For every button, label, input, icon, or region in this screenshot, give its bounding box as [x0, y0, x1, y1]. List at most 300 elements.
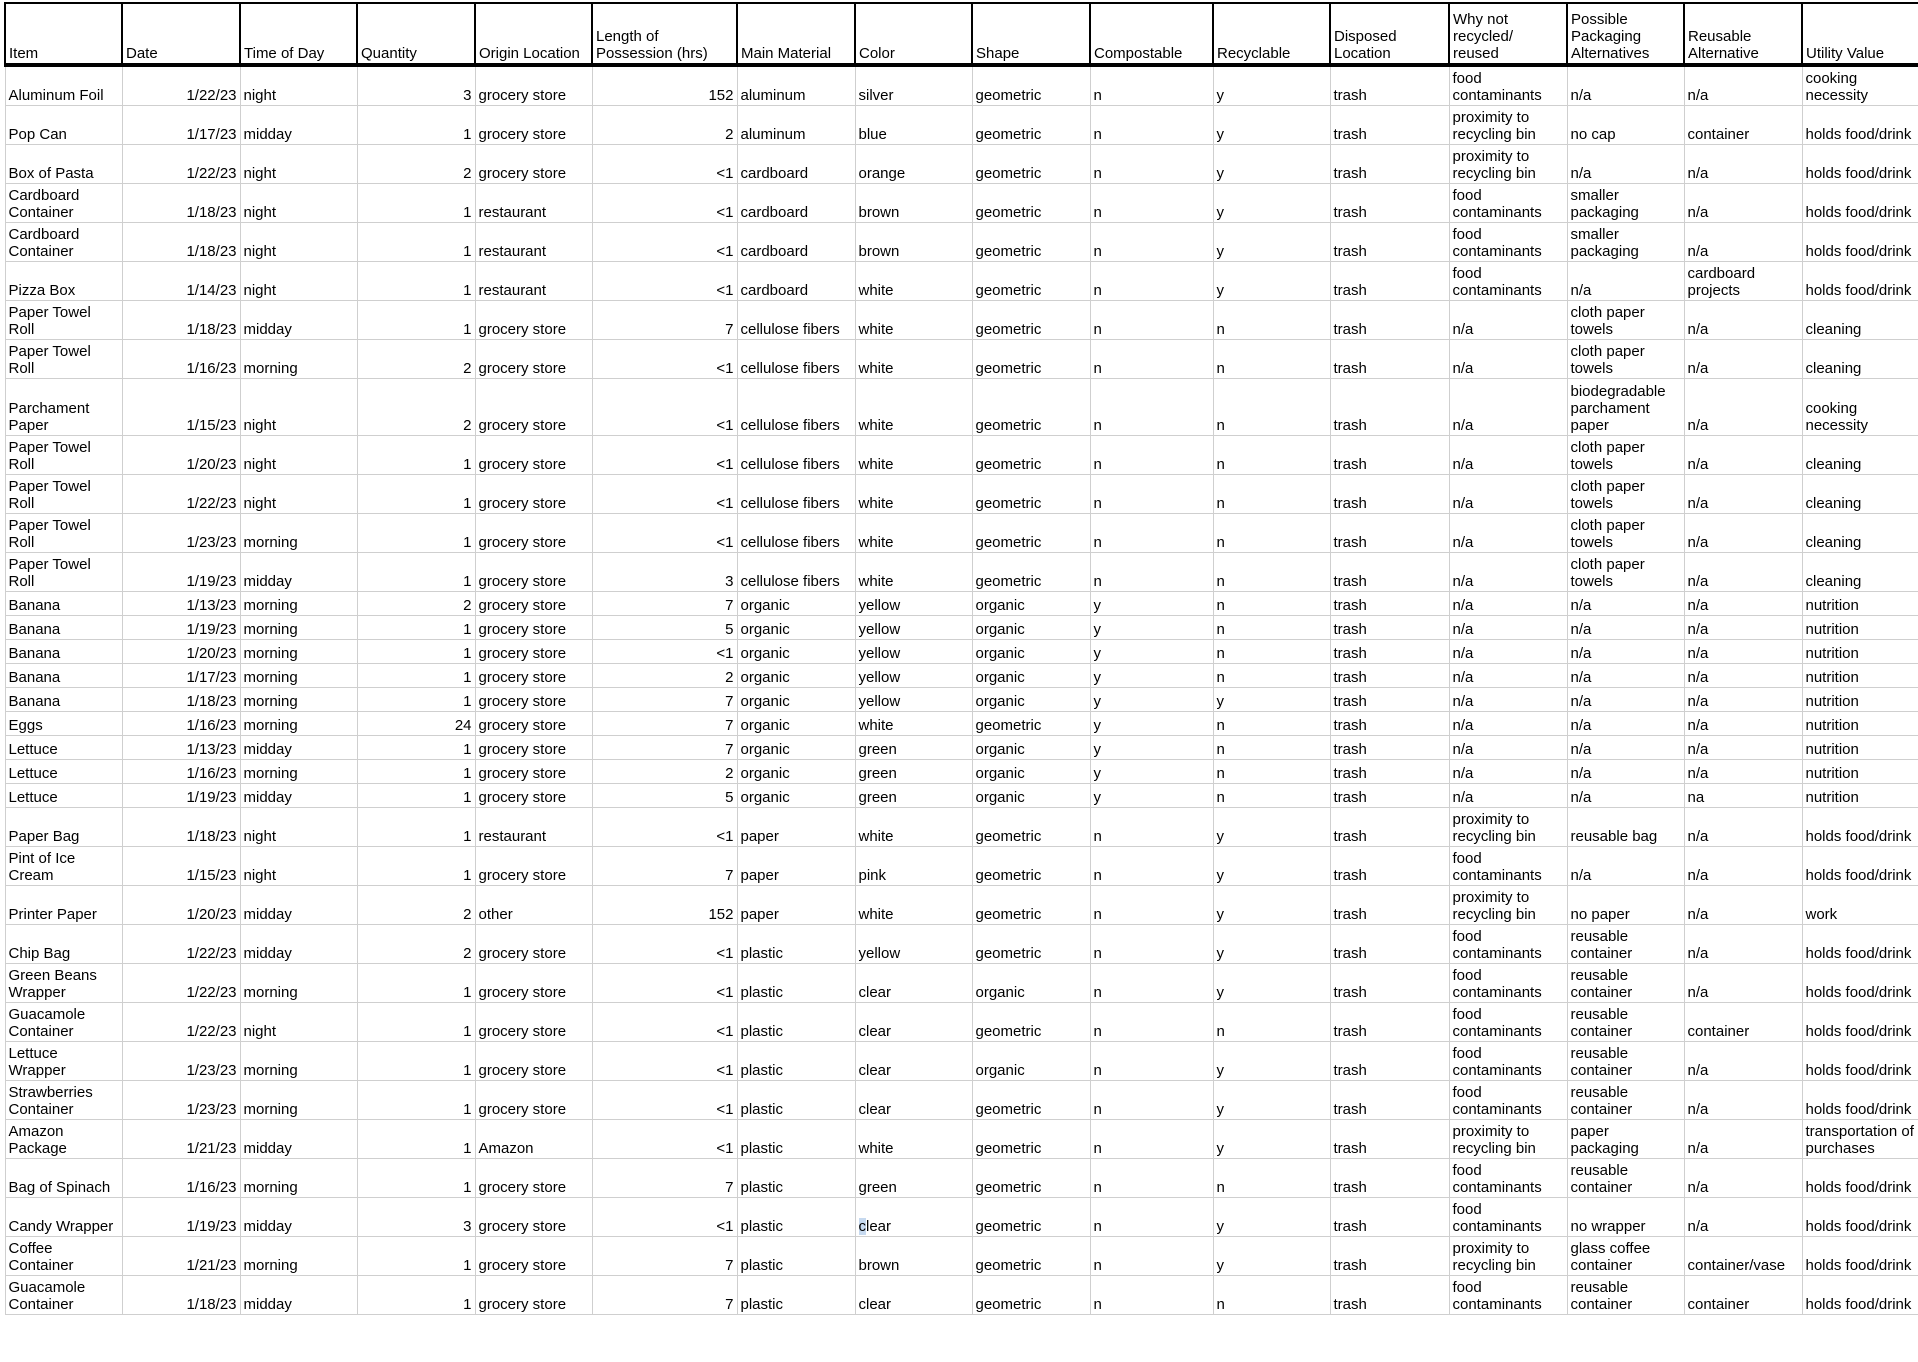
cell-utility-value[interactable]: nutrition [1802, 784, 1918, 808]
cell-shape[interactable]: organic [972, 1042, 1090, 1081]
header-item[interactable]: Item [5, 3, 122, 65]
cell-why-not-recycled[interactable]: food contaminants [1449, 964, 1567, 1003]
cell-color[interactable]: white [855, 712, 972, 736]
cell-main-material[interactable]: plastic [737, 1276, 855, 1315]
cell-compostable[interactable]: n [1090, 514, 1213, 553]
cell-disposed-location[interactable]: trash [1330, 301, 1449, 340]
cell-length-of-possession[interactable]: <1 [592, 1081, 737, 1120]
cell-shape[interactable]: geometric [972, 106, 1090, 145]
cell-why-not-recycled[interactable]: n/a [1449, 592, 1567, 616]
cell-shape[interactable]: geometric [972, 1198, 1090, 1237]
cell-utility-value[interactable]: holds food/drink [1802, 1198, 1918, 1237]
cell-disposed-location[interactable]: trash [1330, 784, 1449, 808]
cell-quantity[interactable]: 3 [357, 1198, 475, 1237]
cell-time-of-day[interactable]: night [240, 847, 357, 886]
cell-time-of-day[interactable]: night [240, 436, 357, 475]
cell-quantity[interactable]: 1 [357, 1159, 475, 1198]
cell-item[interactable]: Printer Paper [5, 886, 122, 925]
cell-length-of-possession[interactable]: <1 [592, 379, 737, 436]
cell-packaging-alternatives[interactable]: n/a [1567, 616, 1684, 640]
cell-time-of-day[interactable]: midday [240, 886, 357, 925]
cell-item[interactable]: Coffee Container [5, 1237, 122, 1276]
cell-compostable[interactable]: n [1090, 262, 1213, 301]
cell-quantity[interactable]: 1 [357, 847, 475, 886]
cell-shape[interactable]: organic [972, 736, 1090, 760]
cell-origin-location[interactable]: grocery store [475, 145, 592, 184]
cell-reusable-alternative[interactable]: n/a [1684, 736, 1802, 760]
cell-recyclable[interactable]: n [1213, 301, 1330, 340]
cell-recyclable[interactable]: n [1213, 475, 1330, 514]
cell-time-of-day[interactable]: night [240, 808, 357, 847]
cell-why-not-recycled[interactable]: n/a [1449, 340, 1567, 379]
cell-why-not-recycled[interactable]: n/a [1449, 514, 1567, 553]
cell-quantity[interactable]: 2 [357, 379, 475, 436]
cell-main-material[interactable]: plastic [737, 964, 855, 1003]
cell-origin-location[interactable]: grocery store [475, 1198, 592, 1237]
cell-time-of-day[interactable]: midday [240, 784, 357, 808]
cell-quantity[interactable]: 24 [357, 712, 475, 736]
cell-why-not-recycled[interactable]: food contaminants [1449, 1003, 1567, 1042]
cell-reusable-alternative[interactable]: container [1684, 1003, 1802, 1042]
cell-why-not-recycled[interactable]: food contaminants [1449, 847, 1567, 886]
cell-length-of-possession[interactable]: 7 [592, 1159, 737, 1198]
cell-time-of-day[interactable]: midday [240, 1276, 357, 1315]
cell-reusable-alternative[interactable]: container/vase [1684, 1237, 1802, 1276]
cell-compostable[interactable]: n [1090, 1237, 1213, 1276]
cell-origin-location[interactable]: grocery store [475, 712, 592, 736]
cell-item[interactable]: Paper Towel Roll [5, 475, 122, 514]
cell-color[interactable]: green [855, 736, 972, 760]
cell-disposed-location[interactable]: trash [1330, 436, 1449, 475]
cell-quantity[interactable]: 1 [357, 640, 475, 664]
cell-compostable[interactable]: n [1090, 340, 1213, 379]
cell-disposed-location[interactable]: trash [1330, 145, 1449, 184]
cell-recyclable[interactable]: n [1213, 1159, 1330, 1198]
cell-main-material[interactable]: paper [737, 808, 855, 847]
cell-recyclable[interactable]: y [1213, 886, 1330, 925]
cell-reusable-alternative[interactable]: n/a [1684, 712, 1802, 736]
cell-packaging-alternatives[interactable]: smaller packaging [1567, 184, 1684, 223]
header-length-of-possession[interactable]: Length of Possession (hrs) [592, 3, 737, 65]
cell-reusable-alternative[interactable]: n/a [1684, 553, 1802, 592]
cell-shape[interactable]: organic [972, 664, 1090, 688]
cell-date[interactable]: 1/23/23 [122, 1081, 240, 1120]
cell-origin-location[interactable]: grocery store [475, 688, 592, 712]
cell-date[interactable]: 1/21/23 [122, 1120, 240, 1159]
cell-date[interactable]: 1/22/23 [122, 964, 240, 1003]
cell-origin-location[interactable]: grocery store [475, 1276, 592, 1315]
cell-quantity[interactable]: 1 [357, 553, 475, 592]
cell-shape[interactable]: geometric [972, 65, 1090, 106]
cell-origin-location[interactable]: other [475, 886, 592, 925]
cell-length-of-possession[interactable]: <1 [592, 436, 737, 475]
cell-compostable[interactable]: n [1090, 1042, 1213, 1081]
cell-quantity[interactable]: 1 [357, 514, 475, 553]
cell-item[interactable]: Eggs [5, 712, 122, 736]
cell-item[interactable]: Aluminum Foil [5, 65, 122, 106]
cell-length-of-possession[interactable]: 7 [592, 592, 737, 616]
cell-origin-location[interactable]: grocery store [475, 760, 592, 784]
cell-recyclable[interactable]: n [1213, 340, 1330, 379]
cell-packaging-alternatives[interactable]: n/a [1567, 592, 1684, 616]
cell-reusable-alternative[interactable]: n/a [1684, 65, 1802, 106]
cell-main-material[interactable]: plastic [737, 1198, 855, 1237]
cell-color[interactable]: green [855, 1159, 972, 1198]
cell-compostable[interactable]: n [1090, 1276, 1213, 1315]
cell-utility-value[interactable]: cleaning [1802, 514, 1918, 553]
cell-main-material[interactable]: cardboard [737, 262, 855, 301]
cell-color[interactable]: clear [855, 1042, 972, 1081]
cell-main-material[interactable]: cellulose fibers [737, 301, 855, 340]
cell-main-material[interactable]: plastic [737, 1120, 855, 1159]
cell-packaging-alternatives[interactable]: no cap [1567, 106, 1684, 145]
cell-origin-location[interactable]: restaurant [475, 223, 592, 262]
cell-recyclable[interactable]: y [1213, 688, 1330, 712]
cell-item[interactable]: Banana [5, 592, 122, 616]
cell-compostable[interactable]: n [1090, 1198, 1213, 1237]
cell-utility-value[interactable]: holds food/drink [1802, 964, 1918, 1003]
cell-utility-value[interactable]: holds food/drink [1802, 145, 1918, 184]
cell-recyclable[interactable]: y [1213, 808, 1330, 847]
cell-shape[interactable]: organic [972, 616, 1090, 640]
cell-disposed-location[interactable]: trash [1330, 592, 1449, 616]
header-disposed-location[interactable]: Disposed Location [1330, 3, 1449, 65]
cell-origin-location[interactable]: grocery store [475, 964, 592, 1003]
cell-reusable-alternative[interactable]: n/a [1684, 301, 1802, 340]
cell-date[interactable]: 1/20/23 [122, 436, 240, 475]
cell-recyclable[interactable]: y [1213, 65, 1330, 106]
cell-main-material[interactable]: cellulose fibers [737, 475, 855, 514]
cell-color[interactable]: yellow [855, 664, 972, 688]
cell-main-material[interactable]: paper [737, 886, 855, 925]
cell-compostable[interactable]: y [1090, 688, 1213, 712]
cell-date[interactable]: 1/18/23 [122, 301, 240, 340]
cell-length-of-possession[interactable]: <1 [592, 1003, 737, 1042]
cell-item[interactable]: Chip Bag [5, 925, 122, 964]
cell-disposed-location[interactable]: trash [1330, 106, 1449, 145]
cell-time-of-day[interactable]: morning [240, 1159, 357, 1198]
cell-date[interactable]: 1/16/23 [122, 1159, 240, 1198]
cell-color[interactable]: orange [855, 145, 972, 184]
header-quantity[interactable]: Quantity [357, 3, 475, 65]
cell-compostable[interactable]: y [1090, 712, 1213, 736]
cell-main-material[interactable]: paper [737, 847, 855, 886]
cell-item[interactable]: Banana [5, 688, 122, 712]
cell-reusable-alternative[interactable]: n/a [1684, 1042, 1802, 1081]
cell-length-of-possession[interactable]: <1 [592, 808, 737, 847]
cell-quantity[interactable]: 1 [357, 664, 475, 688]
cell-why-not-recycled[interactable]: food contaminants [1449, 262, 1567, 301]
cell-disposed-location[interactable]: trash [1330, 65, 1449, 106]
cell-utility-value[interactable]: holds food/drink [1802, 1042, 1918, 1081]
cell-time-of-day[interactable]: night [240, 262, 357, 301]
cell-time-of-day[interactable]: morning [240, 712, 357, 736]
cell-reusable-alternative[interactable]: n/a [1684, 688, 1802, 712]
cell-date[interactable]: 1/23/23 [122, 1042, 240, 1081]
cell-date[interactable]: 1/17/23 [122, 664, 240, 688]
cell-color[interactable]: clear [855, 1081, 972, 1120]
cell-length-of-possession[interactable]: 7 [592, 688, 737, 712]
cell-utility-value[interactable]: cleaning [1802, 301, 1918, 340]
cell-main-material[interactable]: organic [737, 640, 855, 664]
cell-color[interactable]: clear [855, 1276, 972, 1315]
cell-quantity[interactable]: 1 [357, 1042, 475, 1081]
cell-date[interactable]: 1/15/23 [122, 379, 240, 436]
cell-packaging-alternatives[interactable]: reusable container [1567, 1003, 1684, 1042]
header-why-not-recycled[interactable]: Why not recycled/ reused [1449, 3, 1567, 65]
cell-length-of-possession[interactable]: 7 [592, 736, 737, 760]
cell-item[interactable]: Bag of Spinach [5, 1159, 122, 1198]
cell-recyclable[interactable]: y [1213, 1081, 1330, 1120]
cell-origin-location[interactable]: grocery store [475, 379, 592, 436]
cell-packaging-alternatives[interactable]: cloth paper towels [1567, 340, 1684, 379]
cell-origin-location[interactable]: grocery store [475, 847, 592, 886]
cell-date[interactable]: 1/22/23 [122, 475, 240, 514]
cell-main-material[interactable]: plastic [737, 1159, 855, 1198]
cell-utility-value[interactable]: holds food/drink [1802, 1237, 1918, 1276]
cell-main-material[interactable]: cellulose fibers [737, 436, 855, 475]
cell-shape[interactable]: geometric [972, 925, 1090, 964]
cell-date[interactable]: 1/16/23 [122, 760, 240, 784]
cell-packaging-alternatives[interactable]: cloth paper towels [1567, 514, 1684, 553]
cell-why-not-recycled[interactable]: n/a [1449, 640, 1567, 664]
cell-reusable-alternative[interactable]: n/a [1684, 436, 1802, 475]
cell-packaging-alternatives[interactable]: glass coffee container [1567, 1237, 1684, 1276]
cell-item[interactable]: Banana [5, 640, 122, 664]
cell-color[interactable]: clear [855, 964, 972, 1003]
cell-color[interactable]: pink [855, 847, 972, 886]
cell-packaging-alternatives[interactable]: cloth paper towels [1567, 301, 1684, 340]
cell-quantity[interactable]: 1 [357, 223, 475, 262]
cell-why-not-recycled[interactable]: proximity to recycling bin [1449, 145, 1567, 184]
cell-origin-location[interactable]: grocery store [475, 1081, 592, 1120]
cell-origin-location[interactable]: grocery store [475, 475, 592, 514]
cell-compostable[interactable]: n [1090, 1081, 1213, 1120]
cell-shape[interactable]: geometric [972, 145, 1090, 184]
cell-disposed-location[interactable]: trash [1330, 1159, 1449, 1198]
cell-recyclable[interactable]: y [1213, 184, 1330, 223]
cell-quantity[interactable]: 2 [357, 145, 475, 184]
cell-origin-location[interactable]: grocery store [475, 736, 592, 760]
cell-compostable[interactable]: n [1090, 1003, 1213, 1042]
cell-date[interactable]: 1/22/23 [122, 925, 240, 964]
cell-why-not-recycled[interactable]: food contaminants [1449, 1159, 1567, 1198]
cell-compostable[interactable]: n [1090, 145, 1213, 184]
cell-date[interactable]: 1/22/23 [122, 145, 240, 184]
cell-date[interactable]: 1/18/23 [122, 808, 240, 847]
cell-utility-value[interactable]: nutrition [1802, 712, 1918, 736]
cell-disposed-location[interactable]: trash [1330, 1198, 1449, 1237]
cell-length-of-possession[interactable]: 2 [592, 760, 737, 784]
cell-compostable[interactable]: n [1090, 553, 1213, 592]
cell-time-of-day[interactable]: morning [240, 616, 357, 640]
cell-item[interactable]: Lettuce Wrapper [5, 1042, 122, 1081]
cell-shape[interactable]: geometric [972, 1120, 1090, 1159]
cell-color[interactable]: clear [855, 1003, 972, 1042]
cell-reusable-alternative[interactable]: n/a [1684, 886, 1802, 925]
cell-why-not-recycled[interactable]: n/a [1449, 760, 1567, 784]
cell-compostable[interactable]: y [1090, 760, 1213, 784]
cell-shape[interactable]: geometric [972, 1276, 1090, 1315]
cell-compostable[interactable]: y [1090, 640, 1213, 664]
cell-recyclable[interactable]: y [1213, 1198, 1330, 1237]
cell-length-of-possession[interactable]: <1 [592, 514, 737, 553]
cell-main-material[interactable]: organic [737, 712, 855, 736]
cell-color[interactable]: white [855, 262, 972, 301]
cell-color[interactable]: brown [855, 1237, 972, 1276]
cell-color[interactable]: brown [855, 184, 972, 223]
cell-why-not-recycled[interactable]: n/a [1449, 436, 1567, 475]
cell-time-of-day[interactable]: morning [240, 1042, 357, 1081]
cell-disposed-location[interactable]: trash [1330, 847, 1449, 886]
cell-color[interactable]: white [855, 514, 972, 553]
cell-disposed-location[interactable]: trash [1330, 262, 1449, 301]
cell-length-of-possession[interactable]: <1 [592, 223, 737, 262]
cell-date[interactable]: 1/19/23 [122, 616, 240, 640]
cell-packaging-alternatives[interactable]: n/a [1567, 712, 1684, 736]
cell-quantity[interactable]: 1 [357, 436, 475, 475]
cell-item[interactable]: Lettuce [5, 760, 122, 784]
cell-main-material[interactable]: organic [737, 592, 855, 616]
cell-date[interactable]: 1/20/23 [122, 640, 240, 664]
cell-color[interactable]: white [855, 553, 972, 592]
cell-recyclable[interactable]: n [1213, 553, 1330, 592]
cell-color[interactable]: yellow [855, 616, 972, 640]
cell-shape[interactable]: geometric [972, 886, 1090, 925]
cell-packaging-alternatives[interactable]: paper packaging [1567, 1120, 1684, 1159]
cell-date[interactable]: 1/22/23 [122, 1003, 240, 1042]
cell-quantity[interactable]: 3 [357, 65, 475, 106]
cell-reusable-alternative[interactable]: cardboard projects [1684, 262, 1802, 301]
cell-item[interactable]: Lettuce [5, 736, 122, 760]
cell-disposed-location[interactable]: trash [1330, 184, 1449, 223]
cell-packaging-alternatives[interactable]: n/a [1567, 640, 1684, 664]
cell-item[interactable]: Lettuce [5, 784, 122, 808]
cell-time-of-day[interactable]: midday [240, 301, 357, 340]
cell-length-of-possession[interactable]: <1 [592, 262, 737, 301]
cell-origin-location[interactable]: grocery store [475, 1042, 592, 1081]
cell-item[interactable]: Cardboard Container [5, 184, 122, 223]
cell-disposed-location[interactable]: trash [1330, 553, 1449, 592]
cell-time-of-day[interactable]: midday [240, 925, 357, 964]
cell-color[interactable]: white [855, 301, 972, 340]
cell-utility-value[interactable]: cooking necessity [1802, 379, 1918, 436]
cell-compostable[interactable]: y [1090, 592, 1213, 616]
cell-origin-location[interactable]: grocery store [475, 640, 592, 664]
cell-shape[interactable]: organic [972, 964, 1090, 1003]
cell-main-material[interactable]: organic [737, 616, 855, 640]
cell-packaging-alternatives[interactable]: reusable container [1567, 1042, 1684, 1081]
cell-why-not-recycled[interactable]: n/a [1449, 553, 1567, 592]
cell-reusable-alternative[interactable]: n/a [1684, 616, 1802, 640]
cell-date[interactable]: 1/18/23 [122, 688, 240, 712]
cell-time-of-day[interactable]: night [240, 145, 357, 184]
cell-date[interactable]: 1/13/23 [122, 736, 240, 760]
cell-length-of-possession[interactable]: <1 [592, 1120, 737, 1159]
cell-time-of-day[interactable]: midday [240, 736, 357, 760]
cell-date[interactable]: 1/15/23 [122, 847, 240, 886]
cell-packaging-alternatives[interactable]: reusable container [1567, 1276, 1684, 1315]
cell-quantity[interactable]: 1 [357, 184, 475, 223]
cell-length-of-possession[interactable]: <1 [592, 640, 737, 664]
cell-origin-location[interactable]: grocery store [475, 106, 592, 145]
cell-item[interactable]: Paper Towel Roll [5, 514, 122, 553]
cell-time-of-day[interactable]: night [240, 184, 357, 223]
cell-color[interactable]: white [855, 475, 972, 514]
cell-origin-location[interactable]: grocery store [475, 664, 592, 688]
cell-why-not-recycled[interactable]: food contaminants [1449, 925, 1567, 964]
cell-compostable[interactable]: n [1090, 184, 1213, 223]
cell-shape[interactable]: geometric [972, 847, 1090, 886]
cell-time-of-day[interactable]: midday [240, 1198, 357, 1237]
cell-color[interactable]: brown [855, 223, 972, 262]
cell-main-material[interactable]: plastic [737, 1042, 855, 1081]
cell-disposed-location[interactable]: trash [1330, 1120, 1449, 1159]
cell-utility-value[interactable]: holds food/drink [1802, 223, 1918, 262]
cell-why-not-recycled[interactable]: food contaminants [1449, 1042, 1567, 1081]
cell-origin-location[interactable]: grocery store [475, 514, 592, 553]
cell-time-of-day[interactable]: morning [240, 688, 357, 712]
cell-why-not-recycled[interactable]: n/a [1449, 475, 1567, 514]
cell-utility-value[interactable]: nutrition [1802, 688, 1918, 712]
cell-reusable-alternative[interactable]: n/a [1684, 223, 1802, 262]
cell-packaging-alternatives[interactable]: cloth paper towels [1567, 436, 1684, 475]
cell-item[interactable]: Paper Towel Roll [5, 553, 122, 592]
cell-color[interactable]: yellow [855, 592, 972, 616]
cell-reusable-alternative[interactable]: container [1684, 106, 1802, 145]
cell-main-material[interactable]: plastic [737, 925, 855, 964]
cell-packaging-alternatives[interactable]: no wrapper [1567, 1198, 1684, 1237]
cell-why-not-recycled[interactable]: n/a [1449, 379, 1567, 436]
cell-utility-value[interactable]: cleaning [1802, 475, 1918, 514]
cell-compostable[interactable]: n [1090, 886, 1213, 925]
cell-item[interactable]: Green Beans Wrapper [5, 964, 122, 1003]
cell-utility-value[interactable]: work [1802, 886, 1918, 925]
cell-color[interactable]: yellow [855, 688, 972, 712]
cell-color[interactable]: white [855, 379, 972, 436]
cell-recyclable[interactable]: y [1213, 964, 1330, 1003]
cell-recyclable[interactable]: n [1213, 712, 1330, 736]
cell-shape[interactable]: geometric [972, 262, 1090, 301]
cell-compostable[interactable]: y [1090, 736, 1213, 760]
cell-recyclable[interactable]: n [1213, 760, 1330, 784]
cell-time-of-day[interactable]: midday [240, 106, 357, 145]
cell-main-material[interactable]: cardboard [737, 145, 855, 184]
cell-utility-value[interactable]: nutrition [1802, 640, 1918, 664]
cell-compostable[interactable]: y [1090, 784, 1213, 808]
cell-recyclable[interactable]: y [1213, 1120, 1330, 1159]
cell-color[interactable]: yellow [855, 640, 972, 664]
cell-main-material[interactable]: plastic [737, 1081, 855, 1120]
cell-utility-value[interactable]: cooking necessity [1802, 65, 1918, 106]
cell-date[interactable]: 1/22/23 [122, 65, 240, 106]
cell-time-of-day[interactable]: night [240, 65, 357, 106]
cell-recyclable[interactable]: n [1213, 379, 1330, 436]
cell-disposed-location[interactable]: trash [1330, 379, 1449, 436]
cell-item[interactable]: Banana [5, 664, 122, 688]
cell-date[interactable]: 1/19/23 [122, 553, 240, 592]
cell-packaging-alternatives[interactable]: reusable bag [1567, 808, 1684, 847]
cell-main-material[interactable]: cardboard [737, 184, 855, 223]
cell-why-not-recycled[interactable]: food contaminants [1449, 1081, 1567, 1120]
cell-reusable-alternative[interactable]: n/a [1684, 1198, 1802, 1237]
header-time-of-day[interactable]: Time of Day [240, 3, 357, 65]
cell-reusable-alternative[interactable]: n/a [1684, 808, 1802, 847]
cell-length-of-possession[interactable]: 3 [592, 553, 737, 592]
cell-quantity[interactable]: 2 [357, 886, 475, 925]
cell-utility-value[interactable]: nutrition [1802, 616, 1918, 640]
cell-utility-value[interactable]: transportation of purchases [1802, 1120, 1918, 1159]
